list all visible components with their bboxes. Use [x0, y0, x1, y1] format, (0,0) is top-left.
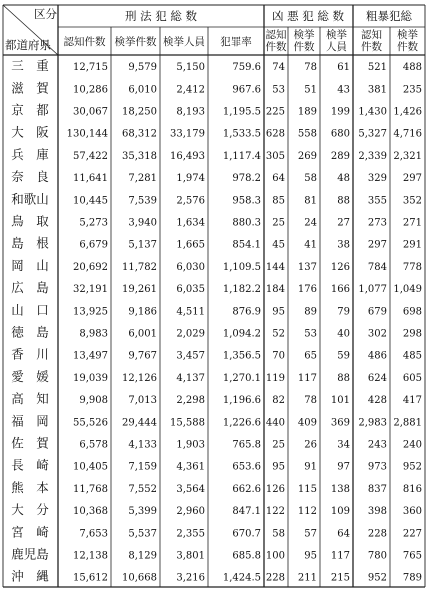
table-cell: 112 — [297, 506, 317, 518]
table-cell: 91 — [304, 461, 317, 473]
table-cell: 3,564 — [176, 483, 205, 495]
prefecture-name: 熊 本 — [11, 479, 49, 495]
table-cell: 189 — [297, 106, 317, 118]
table-cell: 51 — [304, 84, 317, 96]
table-cell: 780 — [367, 550, 387, 562]
table-cell: 82 — [272, 395, 285, 407]
table-cell: 16,493 — [170, 150, 205, 162]
table-row — [11, 280, 422, 295]
table-row — [11, 391, 422, 406]
table-cell: 25 — [272, 439, 285, 451]
column-header: 検挙 — [397, 29, 418, 41]
table-cell: 7,159 — [128, 461, 157, 473]
table-cell: 10,368 — [73, 506, 108, 518]
table-cell: 12,126 — [122, 372, 157, 384]
table-cell: 670.7 — [232, 528, 261, 540]
table-cell: 428 — [367, 395, 387, 407]
table-cell: 7,552 — [128, 483, 157, 495]
table-row — [11, 547, 422, 562]
table-cell: 9,186 — [128, 306, 157, 318]
table-cell: 765 — [402, 550, 422, 562]
prefecture-name: 大 分 — [11, 502, 49, 518]
table-cell: 184 — [265, 284, 285, 296]
table-row — [11, 436, 422, 451]
table-cell: 653.6 — [232, 461, 261, 473]
column-header: 件数 — [265, 41, 287, 53]
prefecture-name: 福 岡 — [11, 413, 49, 429]
table-cell: 3,457 — [176, 350, 205, 362]
table-cell: 958.3 — [232, 195, 261, 207]
table-cell: 2,960 — [176, 506, 205, 518]
table-cell: 2,576 — [176, 195, 205, 207]
group-header-rough-crime: 粗暴犯総 — [366, 9, 412, 23]
table-cell: 271 — [402, 217, 422, 229]
table-cell: 64 — [337, 528, 350, 540]
table-cell: 662.6 — [232, 483, 261, 495]
table-cell: 1,117.4 — [222, 150, 261, 162]
table-cell: 5,137 — [128, 239, 157, 251]
table-cell: 605 — [402, 372, 422, 384]
table-cell: 297 — [402, 173, 422, 185]
table-cell: 967.6 — [232, 84, 261, 96]
table-cell: 30,067 — [73, 106, 108, 118]
prefecture-name: 三 重 — [11, 58, 49, 74]
table-cell: 4,137 — [176, 372, 205, 384]
table-cell: 352 — [402, 195, 422, 207]
column-header: 認知 — [265, 29, 287, 41]
column-header: 検挙 — [326, 29, 347, 41]
table-cell: 5,537 — [128, 528, 157, 540]
table-cell: 7,281 — [128, 173, 157, 185]
table-cell: 8,193 — [176, 106, 205, 118]
table-row — [11, 347, 422, 362]
table-cell: 6,578 — [79, 439, 108, 451]
table-row — [11, 169, 422, 184]
table-cell: 32,191 — [73, 284, 108, 296]
table-cell: 48 — [337, 173, 350, 185]
table-row — [11, 80, 422, 95]
table-cell: 95 — [304, 550, 317, 562]
column-header: 認知件数 — [63, 36, 106, 48]
table-cell: 20,692 — [73, 261, 108, 273]
table-cell: 78 — [304, 395, 317, 407]
table-cell: 1,195.5 — [222, 106, 261, 118]
table-cell: 78 — [304, 62, 317, 74]
prefecture-name: 宮 崎 — [11, 524, 49, 540]
table-cell: 1,533.5 — [222, 128, 261, 140]
table-cell: 837 — [367, 483, 387, 495]
table-cell: 228 — [265, 572, 285, 584]
table-cell: 65 — [304, 350, 317, 362]
column-header: 検挙人員 — [163, 36, 205, 48]
table-cell: 34 — [337, 439, 350, 451]
table-row — [11, 191, 422, 206]
table-cell: 240 — [402, 439, 422, 451]
table-cell: 685.8 — [232, 550, 261, 562]
table-cell: 3,216 — [176, 572, 205, 584]
table-cell: 211 — [297, 572, 317, 584]
table-cell: 952 — [367, 572, 387, 584]
table-cell: 57 — [304, 528, 317, 540]
table-cell: 1,356.5 — [222, 350, 261, 362]
table-cell: 81 — [304, 195, 317, 207]
prefecture-name: 奈 良 — [11, 169, 49, 185]
table-cell: 215 — [330, 572, 350, 584]
table-cell: 765.8 — [232, 439, 261, 451]
table-cell: 26 — [304, 439, 317, 451]
table-cell: 15,588 — [170, 417, 205, 429]
prefecture-name: 山 口 — [11, 302, 49, 318]
table-cell: 12,138 — [73, 550, 108, 562]
table-cell: 3,940 — [128, 217, 157, 229]
table-cell: 228 — [367, 528, 387, 540]
column-header: 件数 — [293, 41, 315, 53]
column-header: 犯罪率 — [220, 36, 252, 48]
table-row — [11, 502, 422, 517]
table-cell: 5,273 — [79, 217, 108, 229]
table-cell: 74 — [272, 62, 285, 74]
table-cell: 355 — [367, 195, 387, 207]
table-cell: 38 — [337, 239, 350, 251]
table-cell: 289 — [330, 150, 350, 162]
table-cell: 235 — [402, 84, 422, 96]
table-cell: 1,424.5 — [222, 572, 261, 584]
table-cell: 9,908 — [79, 395, 108, 407]
table-row — [11, 103, 422, 118]
table-row — [11, 258, 422, 273]
table-cell: 305 — [265, 150, 285, 162]
table-cell: 1,426 — [393, 106, 422, 118]
table-cell: 6,679 — [79, 239, 108, 251]
table-cell: 40 — [337, 328, 350, 340]
prefecture-name: 島 根 — [11, 235, 49, 251]
table-cell: 53 — [272, 84, 285, 96]
table-cell: 759.6 — [232, 62, 261, 74]
table-cell: 59 — [337, 350, 350, 362]
table-cell: 10,668 — [122, 572, 157, 584]
table-cell: 144 — [265, 261, 285, 273]
prefecture-name: 和歌山 — [11, 191, 49, 207]
group-header-violent-crime: 凶 悪 犯 総 数 — [271, 9, 345, 23]
table-cell: 85 — [272, 195, 285, 207]
table-cell: 778 — [402, 261, 422, 273]
table-cell: 126 — [330, 261, 350, 273]
table-cell: 5,150 — [176, 62, 205, 74]
table-borders — [3, 5, 425, 587]
table-cell: 488 — [402, 62, 422, 74]
table-cell: 369 — [330, 417, 350, 429]
table-cell: 2,298 — [176, 395, 205, 407]
table-row — [11, 480, 422, 495]
table-cell: 291 — [402, 239, 422, 251]
table-cell: 880.3 — [232, 217, 261, 229]
table-cell: 329 — [367, 173, 387, 185]
table-cell: 1,226.6 — [222, 417, 261, 429]
column-header: 検挙件数 — [114, 36, 157, 48]
table-cell: 1,182.2 — [222, 284, 261, 296]
table-row — [11, 214, 422, 229]
table-cell: 6,035 — [176, 284, 205, 296]
table-cell: 816 — [402, 483, 422, 495]
prefecture-name: 長 崎 — [11, 457, 49, 473]
table-cell: 398 — [367, 506, 387, 518]
table-cell: 35,318 — [122, 150, 157, 162]
table-cell: 12,715 — [73, 62, 108, 74]
prefecture-name: 滋 賀 — [11, 80, 49, 96]
table-cell: 115 — [297, 483, 317, 495]
prefecture-name: 岡 山 — [11, 257, 49, 273]
table-cell: 978.2 — [232, 173, 261, 185]
column-header: 件数 — [397, 41, 418, 53]
table-cell: 176 — [297, 284, 317, 296]
table-cell: 137 — [297, 261, 317, 273]
table-cell: 876.9 — [232, 306, 261, 318]
prefecture-name: 兵 庫 — [11, 146, 49, 162]
prefecture-name: 高 知 — [11, 391, 49, 407]
table-row — [11, 125, 422, 140]
table-cell: 29,444 — [122, 417, 157, 429]
table-cell: 4,716 — [393, 128, 422, 140]
table-cell: 1,196.6 — [222, 395, 261, 407]
table-row — [11, 58, 422, 73]
table-cell: 5,327 — [358, 128, 387, 140]
table-cell: 2,881 — [393, 417, 422, 429]
table-cell: 4,133 — [128, 439, 157, 451]
table-cell: 95 — [272, 306, 285, 318]
table-cell: 6,010 — [128, 84, 157, 96]
table-cell: 11,782 — [122, 261, 157, 273]
table-cell: 1,109.5 — [222, 261, 261, 273]
table-cell: 97 — [337, 461, 350, 473]
table-cell: 24 — [304, 217, 317, 229]
table-cell: 117 — [297, 372, 317, 384]
table-cell: 2,412 — [176, 84, 205, 96]
table-cell: 19,039 — [73, 372, 108, 384]
corner-label-category: 区分 — [34, 7, 57, 21]
table-cell: 9,767 — [128, 350, 157, 362]
table-cell: 89 — [304, 306, 317, 318]
table-row — [11, 325, 422, 340]
table-cell: 225 — [265, 106, 285, 118]
table-row — [11, 524, 422, 539]
table-cell: 1,094.2 — [222, 328, 261, 340]
table-cell: 8,983 — [79, 328, 108, 340]
table-cell: 485 — [402, 350, 422, 362]
table-cell: 698 — [402, 306, 422, 318]
table-cell: 95 — [272, 461, 285, 473]
table-cell: 417 — [402, 395, 422, 407]
prefecture-name: 大 阪 — [11, 124, 49, 140]
table-cell: 297 — [367, 239, 387, 251]
table-cell: 7,013 — [128, 395, 157, 407]
table-cell: 19,261 — [122, 284, 157, 296]
column-header: 検挙 — [293, 29, 315, 41]
table-cell: 680 — [330, 128, 350, 140]
table-cell: 33,179 — [170, 128, 205, 140]
corner-label-prefecture: 都道府県 — [5, 38, 51, 52]
column-header: 件数 — [361, 41, 382, 53]
table-cell: 18,250 — [122, 106, 157, 118]
table-cell: 7,653 — [79, 528, 108, 540]
table-cell: 7,539 — [128, 195, 157, 207]
table-row — [11, 147, 422, 162]
table-cell: 3,801 — [176, 550, 205, 562]
table-cell: 1,049 — [393, 284, 422, 296]
table-cell: 64 — [272, 173, 285, 185]
table-cell: 679 — [367, 306, 387, 318]
table-cell: 269 — [297, 150, 317, 162]
table-cell: 784 — [367, 261, 387, 273]
table-cell: 558 — [297, 128, 317, 140]
prefecture-name: 愛 媛 — [11, 368, 49, 384]
table-cell: 628 — [265, 128, 285, 140]
table-cell: 41 — [304, 239, 317, 251]
table-cell: 2,029 — [176, 328, 205, 340]
table-cell: 854.1 — [232, 239, 261, 251]
table-row — [11, 236, 422, 251]
column-headers — [64, 28, 419, 53]
prefecture-name: 京 都 — [11, 102, 49, 118]
table-row — [11, 413, 422, 428]
table-cell: 53 — [304, 328, 317, 340]
table-row — [11, 458, 422, 473]
table-cell: 1,077 — [358, 284, 387, 296]
table-body — [11, 58, 422, 584]
prefecture-name: 沖 縄 — [11, 568, 49, 584]
table-cell: 10,286 — [73, 84, 108, 96]
table-cell: 5,399 — [128, 506, 157, 518]
table-cell: 119 — [265, 372, 285, 384]
column-header: 人員 — [326, 41, 347, 53]
table-cell: 27 — [337, 217, 350, 229]
table-cell: 57,422 — [73, 150, 108, 162]
table-cell: 13,497 — [73, 350, 108, 362]
table-cell: 789 — [402, 572, 422, 584]
table-cell: 4,511 — [176, 306, 205, 318]
table-cell: 521 — [367, 62, 387, 74]
prefecture-name: 鹿児島 — [11, 546, 49, 562]
table-cell: 2,321 — [393, 150, 422, 162]
table-cell: 6,030 — [176, 261, 205, 273]
table-cell: 2,339 — [358, 150, 387, 162]
table-cell: 68,312 — [122, 128, 157, 140]
table-cell: 10,405 — [73, 461, 108, 473]
column-header: 認知 — [361, 29, 382, 41]
table-cell: 4,361 — [176, 461, 205, 473]
table-cell: 25 — [272, 217, 285, 229]
table-cell: 273 — [367, 217, 387, 229]
table-cell: 624 — [367, 372, 387, 384]
table-cell: 298 — [402, 328, 422, 340]
table-cell: 11,641 — [73, 173, 108, 185]
table-cell: 11,768 — [73, 483, 108, 495]
table-cell: 126 — [265, 483, 285, 495]
table-cell: 15,612 — [73, 572, 108, 584]
table-cell: 45 — [272, 239, 285, 251]
table-cell: 199 — [330, 106, 350, 118]
table-cell: 486 — [367, 350, 387, 362]
prefecture-name: 広 島 — [11, 280, 49, 296]
table-cell: 100 — [265, 550, 285, 562]
table-cell: 409 — [297, 417, 317, 429]
table-cell: 109 — [330, 506, 350, 518]
table-row — [11, 369, 422, 384]
table-cell: 2,355 — [176, 528, 205, 540]
table-cell: 9,579 — [128, 62, 157, 74]
table-cell: 2,983 — [358, 417, 387, 429]
table-cell: 58 — [304, 173, 317, 185]
table-cell: 243 — [367, 439, 387, 451]
table-cell: 227 — [402, 528, 422, 540]
table-cell: 166 — [330, 284, 350, 296]
table-cell: 1,903 — [176, 439, 205, 451]
table-cell: 122 — [265, 506, 285, 518]
prefecture-name: 佐 賀 — [11, 435, 49, 451]
table-row — [11, 569, 422, 584]
table-cell: 52 — [272, 328, 285, 340]
group-header-penal-code: 刑 法 犯 総 数 — [124, 9, 198, 23]
table-cell: 79 — [337, 306, 350, 318]
table-cell: 302 — [367, 328, 387, 340]
table-cell: 360 — [402, 506, 422, 518]
table-cell: 130,144 — [66, 128, 108, 140]
table-cell: 138 — [330, 483, 350, 495]
table-cell: 381 — [367, 84, 387, 96]
table-cell: 117 — [330, 550, 350, 562]
table-cell: 1,270.1 — [222, 372, 261, 384]
table-cell: 61 — [337, 62, 350, 74]
table-cell: 952 — [402, 461, 422, 473]
prefecture-name: 徳 島 — [11, 324, 49, 340]
table-cell: 88 — [337, 195, 350, 207]
table-cell: 1,665 — [176, 239, 205, 251]
table-cell: 847.1 — [232, 506, 261, 518]
table-row — [11, 302, 422, 317]
table-cell: 1,634 — [176, 217, 205, 229]
table-cell: 6,001 — [128, 328, 157, 340]
table-cell: 10,445 — [73, 195, 108, 207]
table-cell: 43 — [337, 84, 350, 96]
table-cell: 1,974 — [176, 173, 205, 185]
table-cell: 8,129 — [128, 550, 157, 562]
table-cell: 58 — [272, 528, 285, 540]
prefecture-name: 香 川 — [11, 346, 49, 362]
table-cell: 1,430 — [358, 106, 387, 118]
table-cell: 13,925 — [73, 306, 108, 318]
table-cell: 440 — [265, 417, 285, 429]
table-cell: 55,526 — [73, 417, 108, 429]
table-cell: 88 — [337, 372, 350, 384]
prefecture-name: 鳥 取 — [11, 213, 49, 229]
table-cell: 70 — [272, 350, 285, 362]
table-cell: 973 — [367, 461, 387, 473]
table-cell: 101 — [330, 395, 350, 407]
